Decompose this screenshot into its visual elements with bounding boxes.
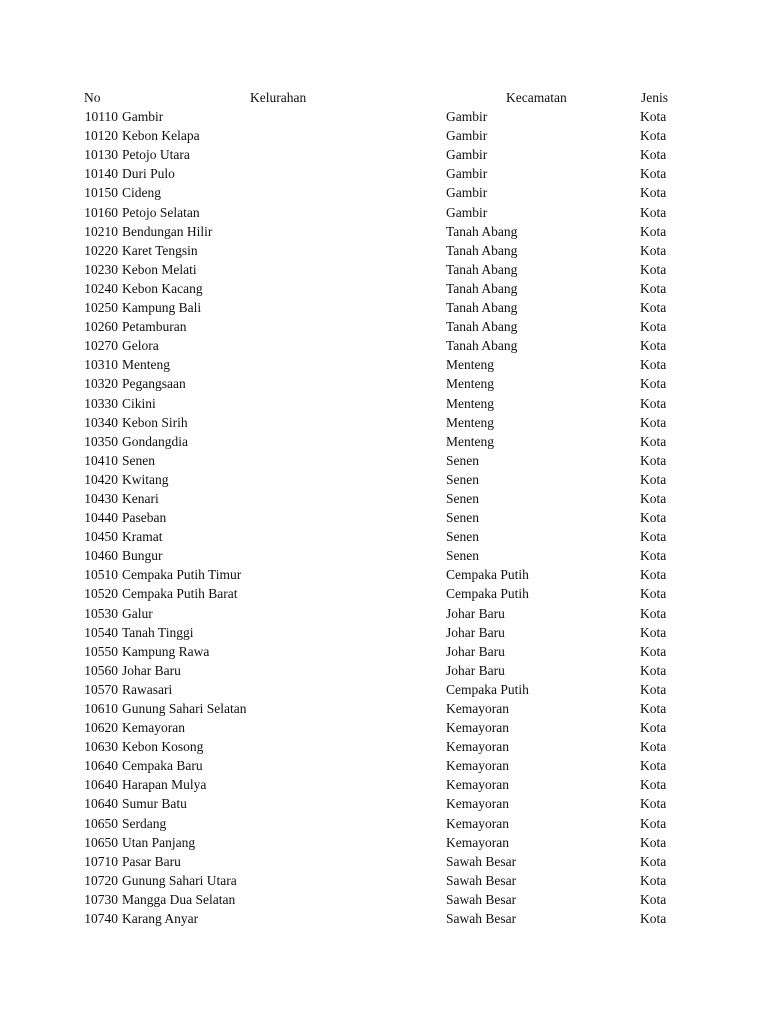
cell-kelurahan: Kebon Kosong	[122, 739, 204, 755]
cell-kecamatan: Cempaka Putih	[446, 567, 529, 583]
cell-kelurahan: Kebon Sirih	[122, 414, 188, 430]
table-row	[0, 680, 768, 699]
table-row	[0, 432, 768, 451]
cell-kelurahan: Johar Baru	[122, 662, 181, 678]
cell-kecamatan: Senen	[446, 529, 479, 545]
table-row	[0, 489, 768, 508]
cell-no: 10640	[84, 758, 118, 774]
cell-jenis: Kota	[640, 510, 667, 526]
cell-kelurahan: Pegangsaan	[122, 376, 186, 392]
table-row	[0, 546, 768, 565]
cell-kelurahan: Petojo Utara	[122, 147, 190, 163]
cell-jenis: Kota	[640, 300, 667, 316]
cell-kecamatan: Gambir	[446, 128, 488, 144]
cell-jenis: Kota	[640, 643, 667, 659]
cell-no: 10270	[84, 338, 118, 354]
cell-no: 10120	[84, 128, 118, 144]
table-row	[0, 260, 768, 279]
cell-kecamatan: Johar Baru	[446, 624, 505, 640]
table-row	[0, 814, 768, 833]
cell-kelurahan: Paseban	[122, 510, 167, 526]
cell-kelurahan: Gelora	[122, 338, 159, 354]
cell-jenis: Kota	[640, 204, 667, 220]
header-kelurahan: Kelurahan	[250, 90, 307, 105]
cell-kelurahan: Gondangdia	[122, 433, 188, 449]
cell-kecamatan: Menteng	[446, 414, 494, 430]
cell-kecamatan: Kemayoran	[446, 739, 509, 755]
cell-jenis: Kota	[640, 853, 667, 869]
cell-no: 10330	[84, 395, 118, 411]
table-row	[0, 852, 768, 871]
table-row	[0, 833, 768, 852]
cell-jenis: Kota	[640, 280, 667, 296]
cell-jenis: Kota	[640, 796, 667, 812]
cell-jenis: Kota	[640, 529, 667, 545]
cell-no: 10620	[84, 720, 118, 736]
cell-no: 10140	[84, 166, 118, 182]
table-row	[0, 890, 768, 909]
table-row	[0, 737, 768, 756]
cell-kecamatan: Menteng	[446, 376, 494, 392]
cell-kecamatan: Cempaka Putih	[446, 681, 529, 697]
cell-no: 10250	[84, 300, 118, 316]
table-row	[0, 699, 768, 718]
cell-no: 10130	[84, 147, 118, 163]
cell-jenis: Kota	[640, 471, 667, 487]
cell-no: 10150	[84, 185, 118, 201]
cell-no: 10740	[84, 911, 118, 927]
cell-jenis: Kota	[640, 777, 667, 793]
cell-no: 10630	[84, 739, 118, 755]
cell-kelurahan: Gunung Sahari Utara	[122, 872, 237, 888]
cell-kelurahan: Galur	[122, 605, 153, 621]
table-row	[0, 164, 768, 183]
cell-kelurahan: Tanah Tinggi	[122, 624, 194, 640]
table-row	[0, 126, 768, 145]
cell-kelurahan: Karet Tengsin	[122, 242, 198, 258]
table-row	[0, 203, 768, 222]
cell-kecamatan: Gambir	[446, 166, 488, 182]
cell-jenis: Kota	[640, 872, 667, 888]
header-no: No	[84, 90, 101, 105]
cell-jenis: Kota	[640, 395, 667, 411]
cell-kelurahan: Harapan Mulya	[122, 777, 207, 793]
cell-no: 10530	[84, 605, 118, 621]
cell-no: 10340	[84, 414, 118, 430]
cell-no: 10540	[84, 624, 118, 640]
table-row	[0, 642, 768, 661]
cell-no: 10560	[84, 662, 118, 678]
cell-jenis: Kota	[640, 815, 667, 831]
cell-no: 10610	[84, 701, 118, 716]
cell-kecamatan: Kemayoran	[446, 701, 509, 716]
cell-kelurahan: Cempaka Putih Barat	[122, 586, 238, 602]
cell-jenis: Kota	[640, 147, 667, 163]
table-row	[0, 909, 768, 928]
cell-kecamatan: Sawah Besar	[446, 853, 517, 869]
table-row	[0, 298, 768, 317]
table-row	[0, 794, 768, 813]
table-row	[0, 756, 768, 775]
cell-kecamatan: Menteng	[446, 433, 494, 449]
cell-no: 10310	[84, 357, 118, 373]
cell-no: 10410	[84, 452, 118, 468]
cell-no: 10230	[84, 261, 118, 277]
cell-no: 10520	[84, 586, 118, 602]
cell-kelurahan: Serdang	[122, 815, 167, 831]
cell-kecamatan: Tanah Abang	[446, 261, 518, 277]
cell-kelurahan: Cideng	[122, 185, 161, 201]
cell-kecamatan: Gambir	[446, 109, 488, 125]
cell-no: 10650	[84, 834, 118, 850]
header-kecamatan: Kecamatan	[506, 90, 567, 105]
cell-kelurahan: Duri Pulo	[122, 166, 175, 182]
cell-kecamatan: Sawah Besar	[446, 872, 517, 888]
cell-kecamatan: Tanah Abang	[446, 242, 518, 258]
cell-no: 10320	[84, 376, 118, 392]
cell-jenis: Kota	[640, 223, 667, 239]
table-row	[0, 241, 768, 260]
cell-kecamatan: Kemayoran	[446, 758, 509, 774]
cell-jenis: Kota	[640, 319, 667, 335]
cell-kelurahan: Petamburan	[122, 319, 187, 335]
table-row	[0, 336, 768, 355]
cell-jenis: Kota	[640, 452, 667, 468]
cell-jenis: Kota	[640, 376, 667, 392]
cell-kelurahan: Cempaka Baru	[122, 758, 203, 774]
cell-kecamatan: Senen	[446, 471, 479, 487]
cell-kecamatan: Senen	[446, 452, 479, 468]
cell-kelurahan: Bendungan Hilir	[122, 223, 213, 239]
cell-kelurahan: Menteng	[122, 357, 170, 373]
cell-kelurahan: Kampung Bali	[122, 300, 202, 316]
cell-kecamatan: Menteng	[446, 395, 494, 411]
cell-kecamatan: Kemayoran	[446, 815, 509, 831]
cell-kecamatan: Tanah Abang	[446, 338, 518, 354]
cell-kecamatan: Gambir	[446, 147, 488, 163]
cell-kelurahan: Cempaka Putih Timur	[122, 567, 242, 583]
cell-kecamatan: Kemayoran	[446, 796, 509, 812]
cell-kelurahan: Gunung Sahari Selatan	[122, 701, 247, 716]
cell-kecamatan: Cempaka Putih	[446, 586, 529, 602]
cell-no: 10260	[84, 319, 118, 335]
cell-jenis: Kota	[640, 701, 667, 716]
cell-no: 10450	[84, 529, 118, 545]
cell-kelurahan: Kwitang	[122, 471, 169, 487]
cell-jenis: Kota	[640, 357, 667, 373]
cell-kelurahan: Gambir	[122, 109, 164, 125]
cell-kelurahan: Senen	[122, 452, 155, 468]
cell-jenis: Kota	[640, 166, 667, 182]
table-row	[0, 107, 768, 126]
cell-no: 10110	[84, 109, 118, 125]
table-row	[0, 355, 768, 374]
cell-no: 10720	[84, 872, 118, 888]
cell-no: 10640	[84, 777, 118, 793]
cell-jenis: Kota	[640, 891, 667, 907]
table-row	[0, 871, 768, 890]
cell-jenis: Kota	[640, 911, 667, 927]
cell-jenis: Kota	[640, 490, 667, 506]
cell-no: 10220	[84, 242, 118, 258]
cell-no: 10730	[84, 891, 118, 907]
table-row	[0, 604, 768, 623]
table-row	[0, 661, 768, 680]
cell-kelurahan: Utan Panjang	[122, 834, 196, 850]
cell-no: 10640	[84, 796, 118, 812]
cell-kecamatan: Kemayoran	[446, 834, 509, 850]
cell-kecamatan: Menteng	[446, 357, 494, 373]
table-row	[0, 527, 768, 546]
table-row	[0, 279, 768, 298]
table-row	[0, 623, 768, 642]
header-jenis: Jenis	[641, 90, 668, 105]
cell-no: 10710	[84, 853, 118, 869]
cell-kecamatan: Sawah Besar	[446, 891, 517, 907]
cell-kelurahan: Kenari	[122, 490, 159, 506]
cell-kecamatan: Senen	[446, 548, 479, 564]
cell-jenis: Kota	[640, 338, 667, 354]
cell-jenis: Kota	[640, 548, 667, 564]
cell-jenis: Kota	[640, 662, 667, 678]
table-row	[0, 718, 768, 737]
cell-kecamatan: Johar Baru	[446, 605, 505, 621]
table-row	[0, 451, 768, 470]
cell-jenis: Kota	[640, 261, 667, 277]
cell-kelurahan: Pasar Baru	[122, 853, 181, 869]
cell-jenis: Kota	[640, 567, 667, 583]
cell-jenis: Kota	[640, 128, 667, 144]
cell-kecamatan: Johar Baru	[446, 643, 505, 659]
cell-no: 10160	[84, 204, 118, 220]
cell-kelurahan: Kramat	[122, 529, 163, 545]
cell-jenis: Kota	[640, 185, 667, 201]
cell-no: 10650	[84, 815, 118, 831]
cell-kelurahan: Sumur Batu	[122, 796, 187, 812]
table-row	[0, 374, 768, 393]
cell-kecamatan: Johar Baru	[446, 662, 505, 678]
table-row	[0, 508, 768, 527]
cell-kelurahan: Mangga Dua Selatan	[122, 891, 236, 907]
cell-no: 10210	[84, 223, 118, 239]
cell-kecamatan: Tanah Abang	[446, 300, 518, 316]
table-row	[0, 470, 768, 489]
cell-jenis: Kota	[640, 414, 667, 430]
table-row	[0, 145, 768, 164]
cell-no: 10570	[84, 681, 118, 697]
cell-no: 10240	[84, 280, 118, 296]
cell-no: 10550	[84, 643, 118, 659]
table-row	[0, 413, 768, 432]
cell-no: 10430	[84, 490, 118, 506]
cell-kelurahan: Rawasari	[122, 681, 173, 697]
cell-kelurahan: Kebon Kelapa	[122, 128, 200, 144]
cell-kecamatan: Sawah Besar	[446, 911, 517, 927]
cell-kelurahan: Cikini	[122, 395, 156, 411]
cell-kelurahan: Bungur	[122, 548, 163, 564]
cell-no: 10420	[84, 471, 118, 487]
cell-jenis: Kota	[640, 242, 667, 258]
cell-kecamatan: Gambir	[446, 204, 488, 220]
cell-no: 10510	[84, 567, 118, 583]
cell-jenis: Kota	[640, 433, 667, 449]
cell-kecamatan: Senen	[446, 510, 479, 526]
cell-jenis: Kota	[640, 605, 667, 621]
cell-kecamatan: Tanah Abang	[446, 280, 518, 296]
cell-kelurahan: Kampung Rawa	[122, 643, 210, 659]
cell-kelurahan: Petojo Selatan	[122, 204, 200, 220]
cell-kecamatan: Kemayoran	[446, 777, 509, 793]
cell-jenis: Kota	[640, 739, 667, 755]
cell-kelurahan: Kebon Kacang	[122, 280, 203, 296]
table-header	[0, 88, 768, 107]
table-row	[0, 222, 768, 241]
table-row	[0, 394, 768, 413]
kelurahan-table	[0, 88, 768, 928]
cell-jenis: Kota	[640, 109, 667, 125]
cell-jenis: Kota	[640, 758, 667, 774]
cell-jenis: Kota	[640, 681, 667, 697]
cell-no: 10460	[84, 548, 118, 564]
cell-kelurahan: Karang Anyar	[122, 911, 199, 927]
cell-kecamatan: Tanah Abang	[446, 319, 518, 335]
cell-no: 10440	[84, 510, 118, 526]
table-row	[0, 775, 768, 794]
cell-jenis: Kota	[640, 720, 667, 736]
cell-kelurahan: Kemayoran	[122, 720, 185, 736]
cell-jenis: Kota	[640, 586, 667, 602]
cell-kecamatan: Kemayoran	[446, 720, 509, 736]
cell-jenis: Kota	[640, 624, 667, 640]
table-row	[0, 565, 768, 584]
table-body	[0, 107, 768, 928]
cell-no: 10350	[84, 433, 118, 449]
table-row	[0, 183, 768, 202]
cell-kecamatan: Gambir	[446, 185, 488, 201]
cell-kelurahan: Kebon Melati	[122, 261, 197, 277]
table-row	[0, 317, 768, 336]
table-row	[0, 584, 768, 603]
cell-kecamatan: Tanah Abang	[446, 223, 518, 239]
cell-jenis: Kota	[640, 834, 667, 850]
cell-kecamatan: Senen	[446, 490, 479, 506]
